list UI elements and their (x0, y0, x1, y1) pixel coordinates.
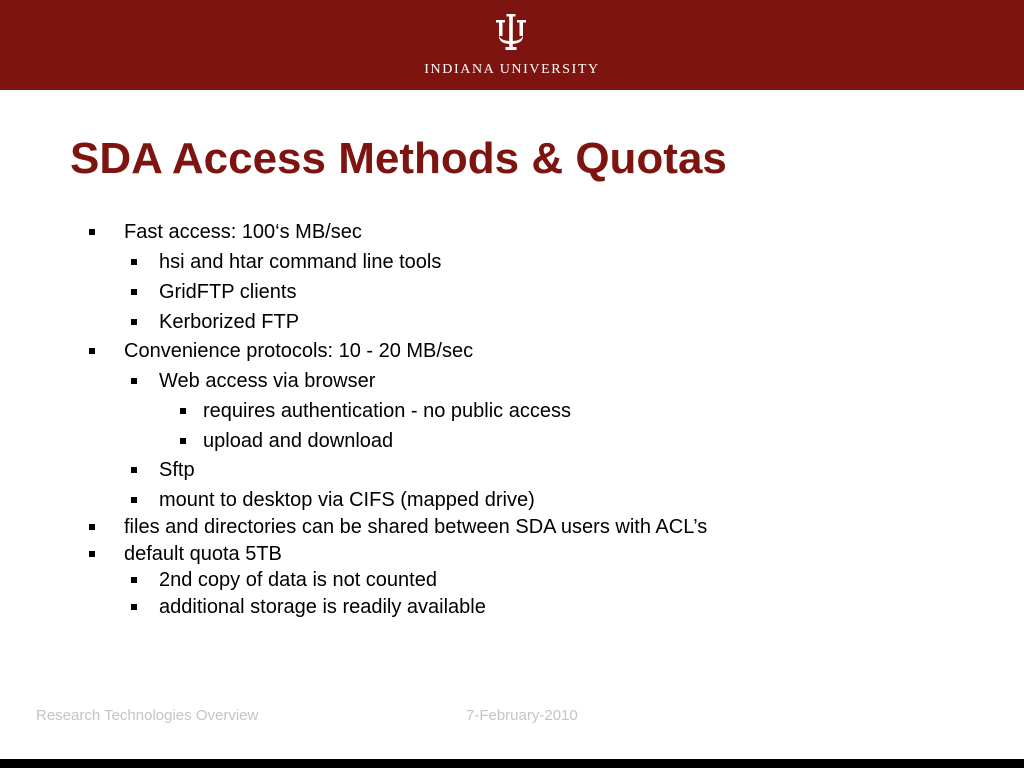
bullet-square-icon (180, 438, 186, 444)
bullet-item (159, 310, 299, 334)
university-name: INDIANA UNIVERSITY (424, 62, 600, 77)
bullet-item (159, 568, 437, 592)
bullet-square-icon (131, 577, 137, 583)
bullet-text: Fast access: 100‘s MB/sec (124, 221, 362, 243)
bullet-item (159, 458, 195, 482)
bullet-item (124, 339, 473, 363)
bullet-item (159, 488, 535, 512)
bullet-square-icon (131, 378, 137, 384)
slide-title: SDA Access Methods & Quotas (70, 134, 727, 183)
bullet-square-icon (131, 319, 137, 325)
bullet-text: files and directories can be shared between SDA users with ACL’s (124, 516, 708, 538)
bullet-square-icon (180, 408, 186, 414)
bullet-text: mount to desktop via CIFS (mapped drive) (159, 489, 535, 511)
bullet-item (124, 220, 362, 244)
bullet-text: requires authentication - no public access (203, 400, 571, 422)
bullet-square-icon (131, 497, 137, 503)
bullet-item (124, 515, 707, 539)
bullet-text: Sftp (159, 459, 195, 481)
bullet-text: additional storage is readily available (159, 596, 486, 618)
bullet-item (159, 250, 441, 274)
bullet-text: GridFTP clients (159, 281, 297, 303)
bullet-square-icon (131, 289, 137, 295)
bullet-text: Convenience protocols: 10 - 20 MB/sec (124, 340, 474, 362)
bullet-text: default quota 5TB (124, 543, 282, 565)
bullet-item (159, 595, 486, 619)
bullet-text: hsi and htar command line tools (159, 251, 442, 273)
bullet-item (203, 399, 571, 423)
bullet-text: Kerborized FTP (159, 311, 300, 333)
bullet-item (124, 542, 282, 566)
bullet-square-icon (89, 229, 95, 235)
bullet-square-icon (131, 467, 137, 473)
bullet-square-icon (89, 551, 95, 557)
bullet-square-icon (131, 259, 137, 265)
bullet-square-icon (131, 604, 137, 610)
bullet-item (159, 280, 296, 304)
bullet-item (159, 369, 375, 393)
bullet-text: Web access via browser (159, 370, 376, 392)
footer-presentation-name: Research Technologies Overview (36, 707, 259, 724)
bullet-text: 2nd copy of data is not counted (159, 569, 437, 591)
bullet-text: upload and download (203, 430, 394, 452)
bullet-item (203, 429, 393, 453)
footer-bar (0, 759, 1024, 768)
bullet-square-icon (89, 524, 95, 530)
bullet-square-icon (89, 348, 95, 354)
footer-date: 7-February-2010 (466, 707, 578, 724)
